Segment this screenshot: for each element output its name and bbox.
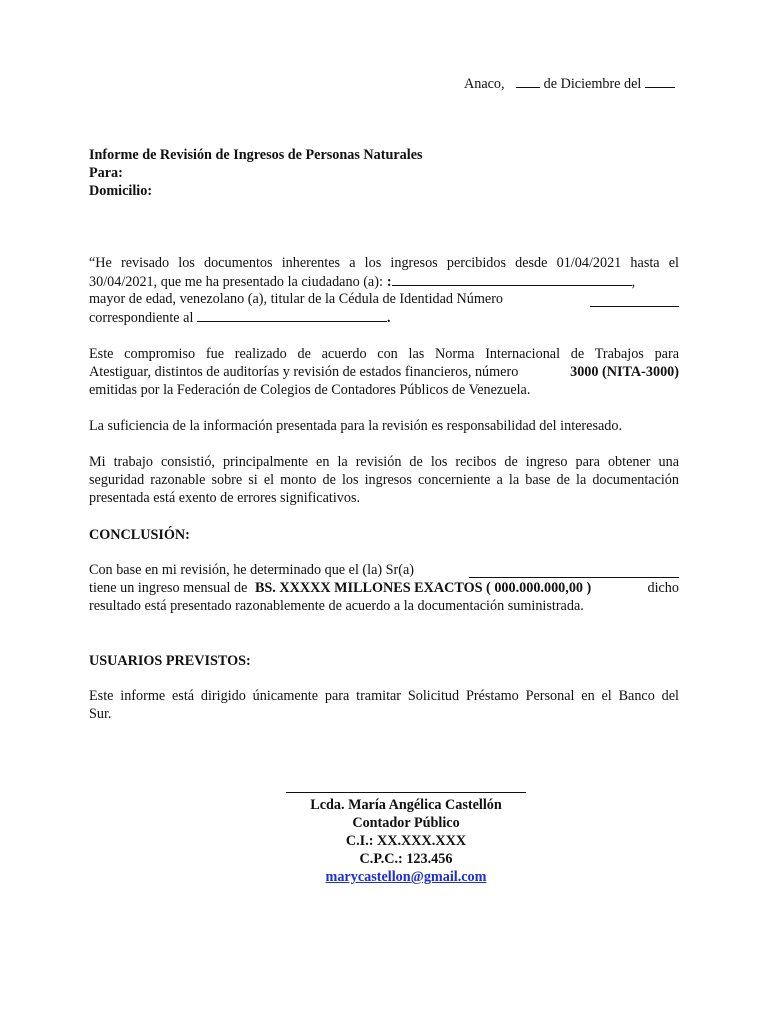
date-text: de Diciembre del	[543, 76, 642, 92]
conclusion-line-1	[89, 561, 414, 579]
domicilio-label: Domicilio:	[89, 183, 153, 199]
signer-email-link[interactable]: marycastellon@gmail.com	[325, 869, 487, 885]
engagement-line-2-text: Atestiguar, distintos de auditorías y revisión de estados financieros, número	[89, 364, 519, 380]
id-number-blank	[590, 293, 679, 307]
intro-line-2-text: 30/04/2021, que me ha presentado la ciudadano (a):	[89, 274, 383, 290]
para-label: Para:	[89, 165, 123, 181]
citizen-name-blank	[392, 272, 632, 286]
signer-ci: C.I.: XX.XXX.XXX	[345, 833, 467, 849]
users-heading: USUARIOS PREVISTOS:	[89, 653, 251, 669]
conclusion-line-2	[89, 579, 679, 597]
signature-line	[286, 792, 526, 793]
person-name-blank	[469, 564, 679, 578]
date-city: Anaco,	[464, 76, 505, 92]
signer-role: Contador Público	[352, 815, 460, 831]
correspondent-blank	[197, 308, 387, 322]
date-line	[464, 74, 675, 93]
conclusion-line-2-end: dicho	[647, 580, 679, 596]
year-blank	[645, 74, 675, 88]
signer-email-row	[230, 868, 582, 886]
sufficiency-line: La suficiencia de la información presentada para la revisión es responsabilidad del interesado.	[89, 418, 623, 434]
conclusion-heading: CONCLUSIÓN:	[89, 527, 190, 543]
signer-cpc: C.P.C.: 123.456	[359, 851, 453, 867]
day-blank	[516, 74, 540, 88]
intro-line-3-text: mayor de edad, venezolano (a), titular de la Cédula de Identidad Número	[89, 291, 504, 307]
nita-reference: 3000 (NITA-3000)	[570, 364, 679, 380]
intro-line-1: “He revisado los documentos inherentes a los ingresos percibidos desde 01/04/2021 hasta el	[89, 255, 679, 271]
work-line-1: Mi trabajo consistió, principalmente en la revisión de los recibos de ingreso para obtener una	[89, 454, 679, 470]
intro-line-4	[89, 308, 390, 327]
report-title: Informe de Revisión de Ingresos de Personas Naturales	[89, 147, 423, 163]
conclusion-line-2-text: tiene un ingreso mensual de	[89, 580, 248, 596]
engagement-line-3: emitidas por la Federación de Colegios de Contadores Públicos de Venezuela.	[89, 382, 531, 398]
intro-line-2: 30/04/2021, que me ha presentado la ciudadano (a): : ,	[89, 274, 636, 290]
income-amount: BS. XXXXX MILLONES EXACTOS ( 000.000.000,00 )	[254, 580, 592, 596]
intro-line-4-end: .	[386, 310, 391, 326]
engagement-line-1: Este compromiso fue realizado de acuerdo con las Norma Internacional de Trabajos para	[89, 346, 679, 362]
conclusion-line-3: resultado está presentado razonablemente de acuerdo a la documentación suministrada.	[89, 598, 584, 614]
work-line-2: seguridad razonable sobre si el monto de los ingresos concerniente a la base de la documentación	[89, 472, 679, 488]
work-line-3: presentada está exento de errores significativos.	[89, 490, 361, 506]
conclusion-line-1-text: Con base en mi revisión, he determinado que el (la) Sr(a)	[89, 562, 415, 578]
intro-line-3	[89, 290, 503, 308]
signer-name: Lcda. María Angélica Castellón	[310, 797, 502, 813]
users-line-1: Este informe está dirigido únicamente para tramitar Solicitud Préstamo Personal en el Banco del	[89, 688, 679, 704]
intro-line-4-text: correspondiente al	[89, 310, 194, 326]
engagement-line-2	[89, 363, 679, 381]
intro-line-2-end: ,	[631, 274, 636, 290]
users-line-2: Sur.	[89, 706, 112, 722]
